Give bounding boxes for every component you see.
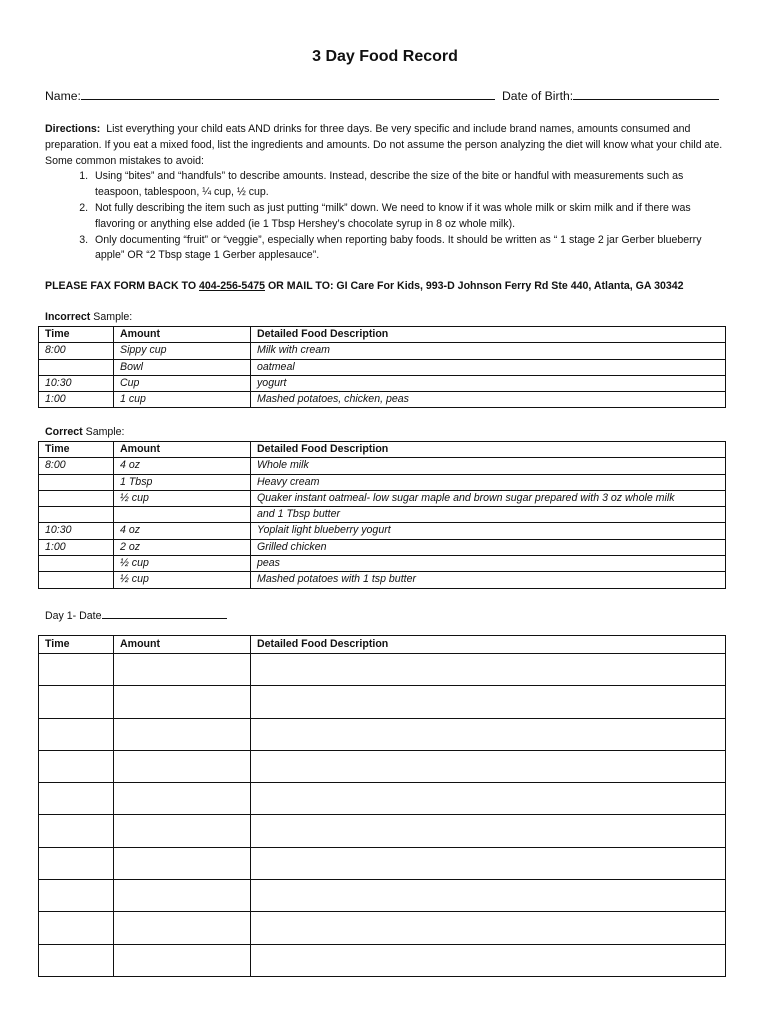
day1-date-blank[interactable]	[102, 606, 227, 619]
cell-amount: 4 oz	[114, 458, 251, 474]
table-row	[39, 474, 726, 490]
incorrect-label-rest: Sample:	[90, 311, 133, 323]
cell-description[interactable]	[251, 880, 726, 912]
cell-amount[interactable]	[114, 783, 251, 815]
cell-amount: 1 cup	[114, 392, 251, 408]
name-label: Name:	[45, 89, 81, 103]
cell-amount: Cup	[114, 375, 251, 391]
table-row	[39, 718, 726, 750]
table-row	[39, 572, 726, 588]
table-row	[39, 392, 726, 408]
cell-time	[39, 474, 114, 490]
table-row	[39, 783, 726, 815]
incorrect-sample-label	[45, 311, 132, 323]
cell-description: Mashed potatoes with 1 tsp butter	[251, 572, 726, 588]
table-header-row	[39, 442, 726, 458]
table-row	[39, 944, 726, 976]
directions-lead: Directions:	[45, 123, 101, 135]
cell-time: 10:30	[39, 375, 114, 391]
col-amount: Amount	[114, 636, 251, 654]
fax-prefix: PLEASE FAX FORM BACK TO	[45, 280, 200, 292]
col-description: Detailed Food Description	[251, 442, 726, 458]
cell-description: Yoplait light blueberry yogurt	[251, 523, 726, 539]
cell-time[interactable]	[39, 718, 114, 750]
table-row	[39, 847, 726, 879]
cell-amount: Sippy cup	[114, 343, 251, 359]
cell-time	[39, 556, 114, 572]
cell-description[interactable]	[251, 815, 726, 847]
cell-amount: ½ cup	[114, 490, 251, 506]
col-time: Time	[39, 636, 114, 654]
col-amount: Amount	[114, 442, 251, 458]
table-header-row	[39, 327, 726, 343]
cell-time[interactable]	[39, 750, 114, 782]
cell-time[interactable]	[39, 880, 114, 912]
cell-time[interactable]	[39, 944, 114, 976]
cell-amount[interactable]	[114, 654, 251, 686]
table-row	[39, 750, 726, 782]
cell-time	[39, 490, 114, 506]
cell-description: yogurt	[251, 375, 726, 391]
cell-time	[39, 359, 114, 375]
day1-date-label: Day 1- Date	[45, 610, 102, 622]
cell-time[interactable]	[39, 815, 114, 847]
cell-time[interactable]	[39, 912, 114, 944]
col-time: Time	[39, 442, 114, 458]
cell-description: Quaker instant oatmeal- low sugar maple and brown sugar prepared with 3 oz whole milk	[251, 490, 726, 506]
mistakes-list	[45, 169, 725, 264]
cell-amount[interactable]	[114, 847, 251, 879]
day1-date-field[interactable]	[45, 606, 227, 622]
correct-sample-label	[45, 426, 125, 438]
cell-description: Milk with cream	[251, 343, 726, 359]
correct-label-rest: Sample:	[82, 426, 125, 438]
table-row	[39, 507, 726, 523]
cell-description[interactable]	[251, 944, 726, 976]
cell-description: and 1 Tbsp butter	[251, 507, 726, 523]
cell-time	[39, 572, 114, 588]
table-row	[39, 523, 726, 539]
page-title: 3 Day Food Record	[312, 48, 458, 65]
table-row	[39, 539, 726, 555]
mistake-item: 3. Only documenting “fruit” or “veggie”, especially when reporting baby foods. It should be written as “ 1 stage 2 jar Gerber blueberry apple” OR “2 Tbsp stage 1 Gerber applesauce”.	[91, 233, 725, 265]
cell-amount: 1 Tbsp	[114, 474, 251, 490]
cell-description[interactable]	[251, 750, 726, 782]
col-time: Time	[39, 327, 114, 343]
cell-amount[interactable]	[114, 686, 251, 718]
cell-description[interactable]	[251, 847, 726, 879]
cell-description[interactable]	[251, 912, 726, 944]
day1-log-body	[39, 654, 726, 977]
cell-description[interactable]	[251, 783, 726, 815]
cell-description: Heavy cream	[251, 474, 726, 490]
table-row	[39, 490, 726, 506]
cell-time: 1:00	[39, 392, 114, 408]
cell-amount[interactable]	[114, 815, 251, 847]
cell-description: peas	[251, 556, 726, 572]
directions	[45, 122, 725, 264]
table-row	[39, 815, 726, 847]
table-row	[39, 343, 726, 359]
fax-mail-instructions	[45, 280, 684, 292]
correct-sample-table	[38, 441, 726, 589]
table-row	[39, 359, 726, 375]
cell-description: Grilled chicken	[251, 539, 726, 555]
incorrect-label-bold: Incorrect	[45, 311, 91, 323]
cell-amount: ½ cup	[114, 556, 251, 572]
cell-amount[interactable]	[114, 718, 251, 750]
cell-amount[interactable]	[114, 944, 251, 976]
cell-description[interactable]	[251, 718, 726, 750]
cell-amount: 2 oz	[114, 539, 251, 555]
cell-amount: 4 oz	[114, 523, 251, 539]
cell-time: 8:00	[39, 458, 114, 474]
cell-amount: Bowl	[114, 359, 251, 375]
correct-label-bold: Correct	[45, 426, 83, 438]
name-blank[interactable]	[81, 87, 495, 100]
table-row	[39, 654, 726, 686]
cell-time[interactable]	[39, 686, 114, 718]
cell-amount	[114, 507, 251, 523]
cell-description: oatmeal	[251, 359, 726, 375]
cell-amount[interactable]	[114, 880, 251, 912]
table-row	[39, 556, 726, 572]
cell-description: Mashed potatoes, chicken, peas	[251, 392, 726, 408]
directions-intro	[45, 122, 725, 169]
table-row	[39, 458, 726, 474]
dob-label: Date of Birth:	[502, 89, 574, 103]
table-row	[39, 686, 726, 718]
cell-amount[interactable]	[114, 912, 251, 944]
mistake-item: 1. Using “bites” and “handfuls” to describe amounts. Instead, describe the size of the bite or handful with measurements such as teaspoon, tablespoon, ¼ cup, ½ cup.	[91, 169, 725, 201]
col-amount: Amount	[114, 327, 251, 343]
name-field[interactable]	[45, 87, 495, 103]
cell-description: Whole milk	[251, 458, 726, 474]
directions-text: List everything your child eats AND drinks for three days. Be very specific and include brand names, amounts consumed and preparation. If you eat a mixed food, list the ingredients and amounts. Do not assume the person analyzing the diet will know what your child ate. Some common mistakes to avoid:	[45, 123, 723, 167]
table-row	[39, 375, 726, 391]
fax-address: OR MAIL TO: GI Care For Kids, 993-D Johnson Ferry Rd Ste 440, Atlanta, GA 30342	[265, 280, 684, 292]
cell-time: 1:00	[39, 539, 114, 555]
cell-time[interactable]	[39, 847, 114, 879]
col-description: Detailed Food Description	[251, 327, 726, 343]
dob-blank[interactable]	[573, 87, 719, 100]
incorrect-sample-table	[38, 326, 726, 408]
table-header-row	[39, 636, 726, 654]
cell-description[interactable]	[251, 686, 726, 718]
table-row	[39, 880, 726, 912]
cell-amount[interactable]	[114, 750, 251, 782]
cell-amount: ½ cup	[114, 572, 251, 588]
cell-time: 10:30	[39, 523, 114, 539]
day1-log-table	[38, 635, 726, 977]
dob-field[interactable]	[502, 87, 719, 103]
cell-time: 8:00	[39, 343, 114, 359]
cell-time	[39, 507, 114, 523]
table-row	[39, 912, 726, 944]
fax-phone-number: 404-256-5475	[199, 280, 265, 292]
mistake-item: 2. Not fully describing the item such as just putting “milk” down. We need to know if it was whole milk or skim milk and if there was flavoring or anything else added (ie 1 Tbsp Hershey’s chocolate syrup in 8 oz whole milk).	[91, 201, 725, 233]
cell-description[interactable]	[251, 654, 726, 686]
col-description: Detailed Food Description	[251, 636, 726, 654]
cell-time[interactable]	[39, 654, 114, 686]
cell-time[interactable]	[39, 783, 114, 815]
